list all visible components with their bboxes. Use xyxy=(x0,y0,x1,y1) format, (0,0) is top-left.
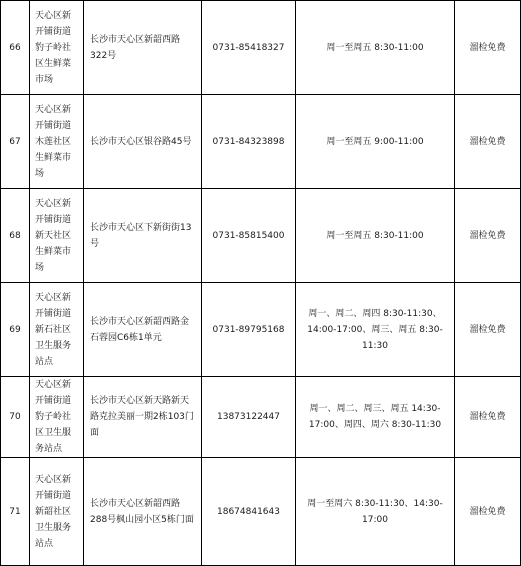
site-address: 长沙市天心区新天路新天路克拉美丽一期2栋103门面 xyxy=(84,377,202,458)
fee-note: 溜检免费 xyxy=(455,377,521,458)
site-name: 天心区新开铺街道新石社区卫生服务站点 xyxy=(30,283,84,377)
site-address: 长沙市天心区新韶西路322号 xyxy=(84,1,202,95)
site-name: 天心区新开铺街道新天社区生鲜菜市场 xyxy=(30,189,84,283)
fee-note: 溜检免费 xyxy=(455,458,521,566)
fee-note: 溜检免费 xyxy=(455,95,521,189)
site-name: 天心区新开铺街道木莲社区生鲜菜市场 xyxy=(30,95,84,189)
table-row xyxy=(1,458,521,566)
site-hours: 周一至周五 9:00-11:00 xyxy=(296,95,455,189)
site-hours: 周一至周五 8:30-11:00 xyxy=(296,1,455,95)
table-row xyxy=(1,283,521,377)
site-name: 天心区新开铺街道豹子岭社区卫生服务站点 xyxy=(30,377,84,458)
fee-note: 溜检免费 xyxy=(455,1,521,95)
table-row xyxy=(1,95,521,189)
row-number: 71 xyxy=(1,458,30,566)
site-name: 天心区新开铺街道豹子岭社区生鲜菜市场 xyxy=(30,1,84,95)
table-row xyxy=(1,189,521,283)
row-number: 68 xyxy=(1,189,30,283)
site-hours: 周一、周二、周四 8:30-11:30、14:00-17:00、周三、周五 8:30-11:30 xyxy=(296,283,455,377)
row-number: 70 xyxy=(1,377,30,458)
site-hours: 周一、周二、周三、周五 14:30-17:00、周四、周六 8:30-11:30 xyxy=(296,377,455,458)
site-phone: 13873122447 xyxy=(202,377,296,458)
site-hours: 周一至周五 8:30-11:00 xyxy=(296,189,455,283)
table-row xyxy=(1,1,521,95)
fee-note: 溜检免费 xyxy=(455,283,521,377)
site-name: 天心区新开铺街道新韶社区卫生服务站点 xyxy=(30,458,84,566)
fee-note: 溜检免费 xyxy=(455,189,521,283)
site-phone: 0731-85418327 xyxy=(202,1,296,95)
site-address: 长沙市天心区新韶西路金石蓉园C6栋1单元 xyxy=(84,283,202,377)
site-address: 长沙市天心区银谷路45号 xyxy=(84,95,202,189)
site-phone: 0731-85815400 xyxy=(202,189,296,283)
site-phone: 0731-84323898 xyxy=(202,95,296,189)
site-hours: 周一至周六 8:30-11:30、14:30-17:00 xyxy=(296,458,455,566)
table-row xyxy=(1,377,521,458)
row-number: 67 xyxy=(1,95,30,189)
row-number: 69 xyxy=(1,283,30,377)
site-address: 长沙市天心区新韶西路288号枫山园小区5栋门面 xyxy=(84,458,202,566)
site-phone: 0731-89795168 xyxy=(202,283,296,377)
site-phone: 18674841643 xyxy=(202,458,296,566)
row-number: 66 xyxy=(1,1,30,95)
site-address: 长沙市天心区下新街街13号 xyxy=(84,189,202,283)
